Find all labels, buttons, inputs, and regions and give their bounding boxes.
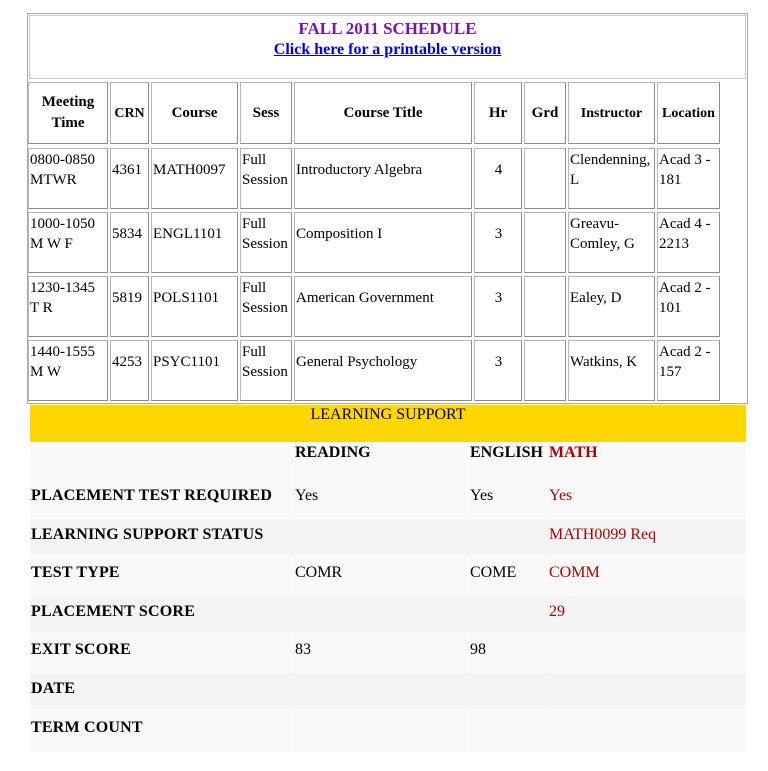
ls-row-label: EXIT SCORE: [31, 641, 131, 659]
cell-location: Acad 2 - 157: [657, 340, 720, 401]
cell-session: Full Session: [240, 148, 292, 209]
cell-meeting-time: 1440-1555 M W: [28, 340, 108, 401]
ls-row-label: PLACEMENT TEST REQUIRED: [31, 487, 273, 504]
cell-meeting-time: 1230-1345 T R: [28, 276, 108, 337]
ls-column-headers: [30, 442, 746, 478]
ls-value-reading: 83: [295, 641, 311, 659]
header-instructor: Instructor: [568, 82, 655, 144]
cell-hours: 4: [474, 148, 522, 209]
ls-row: [30, 634, 746, 670]
header-sess: Sess: [240, 82, 292, 144]
ls-row-label: DATE: [31, 680, 76, 697]
header-course: Course: [151, 82, 238, 144]
cell-meeting-time: 0800-0850 MTWR: [28, 148, 108, 209]
cell-grade: [524, 148, 566, 209]
cell-course-title: Composition I: [294, 212, 472, 273]
header-hr: Hr: [474, 82, 522, 144]
ls-value-math: MATH0099 Req: [549, 525, 657, 543]
cell-session: Full Session: [240, 276, 292, 337]
ls-value-english: COME: [470, 564, 517, 582]
cell-location: Acad 3 - 181: [657, 148, 720, 209]
cell-grade: [524, 276, 566, 337]
ls-value-math: 29: [549, 602, 565, 620]
ls-value-math: COMM: [549, 564, 600, 582]
cell-crn: 4361: [110, 148, 149, 209]
cell-location: Acad 2 - 101: [657, 276, 720, 337]
header-meeting-time: Meeting Time: [28, 82, 108, 144]
cell-instructor: Watkins, K: [568, 340, 655, 401]
ls-row: [30, 480, 746, 516]
printable-version-link[interactable]: Click here for a printable version: [273, 41, 502, 58]
header-grd: Grd: [524, 82, 566, 144]
ls-value-reading: COMR: [295, 564, 343, 582]
cell-instructor: Clendenning, L: [568, 148, 655, 209]
cell-crn: 4253: [110, 340, 149, 401]
ls-value-math: Yes: [549, 487, 573, 504]
ls-value-reading: Yes: [295, 487, 319, 504]
ls-row: [30, 557, 746, 593]
ls-row-label: TERM COUNT: [31, 718, 143, 736]
ls-value-english: Yes: [470, 487, 494, 504]
learning-support-table: [30, 442, 746, 752]
cell-session: Full Session: [240, 212, 292, 273]
header-crn: CRN: [110, 82, 149, 144]
cell-course: MATH0097: [151, 148, 238, 209]
cell-location: Acad 4 - 2213: [657, 212, 720, 273]
cell-crn: 5819: [110, 276, 149, 337]
cell-hours: 3: [474, 340, 522, 401]
cell-session: Full Session: [240, 340, 292, 401]
schedule-table: [27, 13, 748, 404]
learning-support-bar: [30, 405, 746, 442]
ls-row: [30, 712, 746, 748]
cell-course: PSYC1101: [151, 340, 238, 401]
ls-header-math: MATH: [549, 444, 598, 461]
cell-instructor: Ealey, D: [568, 276, 655, 337]
ls-row: [30, 673, 746, 709]
ls-header-english: ENGLISH: [470, 444, 543, 461]
ls-header-reading: READING: [295, 444, 371, 461]
cell-course-title: Introductory Algebra: [294, 148, 472, 209]
header-course-title: Course Title: [294, 82, 472, 144]
schedule-title: FALL 2011 SCHEDULE: [298, 19, 477, 38]
ls-row-label: LEARNING SUPPORT STATUS: [31, 525, 264, 543]
ls-value-english: 98: [470, 641, 486, 659]
cell-grade: [524, 212, 566, 273]
cell-instructor: Greavu- Comley, G: [568, 212, 655, 273]
ls-row-label: PLACEMENT SCORE: [31, 602, 196, 620]
cell-course: ENGL1101: [151, 212, 238, 273]
learning-support-title: LEARNING SUPPORT: [310, 406, 466, 423]
cell-hours: 3: [474, 212, 522, 273]
cell-hours: 3: [474, 276, 522, 337]
header-location: Location: [657, 82, 720, 144]
ls-row: [30, 596, 746, 632]
cell-course: POLS1101: [151, 276, 238, 337]
cell-crn: 5834: [110, 212, 149, 273]
schedule-header: [29, 15, 746, 79]
ls-row: [30, 519, 746, 555]
cell-course-title: American Government: [294, 276, 472, 337]
cell-grade: [524, 340, 566, 401]
cell-meeting-time: 1000-1050 M W F: [28, 212, 108, 273]
ls-row-label: TEST TYPE: [31, 564, 120, 582]
cell-course-title: General Psychology: [294, 340, 472, 401]
